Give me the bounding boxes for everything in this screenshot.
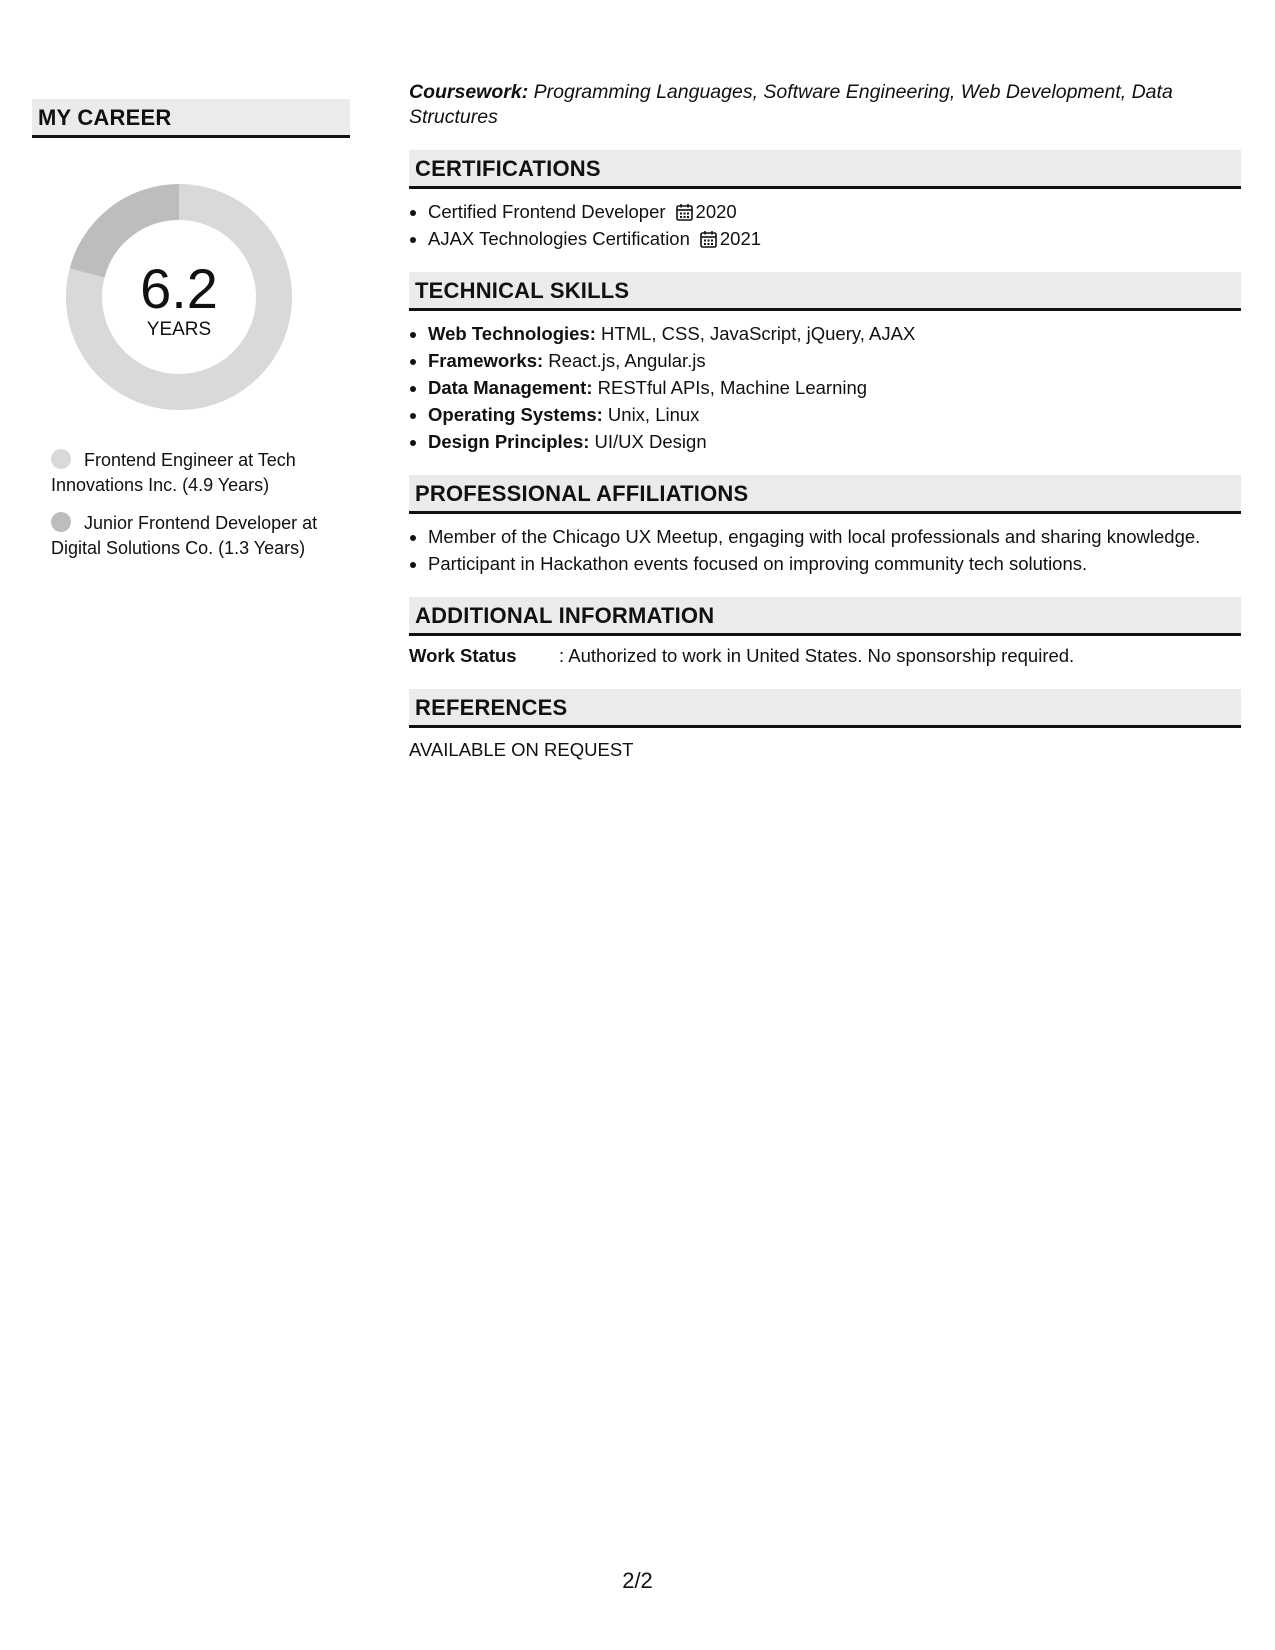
coursework-label: Coursework: xyxy=(409,81,529,103)
list-item xyxy=(428,225,1241,252)
my-career-header: MY CAREER xyxy=(32,99,350,138)
list-item xyxy=(428,320,1241,347)
additional-info-header: ADDITIONAL INFORMATION xyxy=(409,597,1241,636)
additional-info-section xyxy=(409,597,1241,669)
certification-year: 2020 xyxy=(695,201,737,222)
legend-label: Frontend Engineer at Tech Innovations Inc. (4.9 Years) xyxy=(51,450,296,495)
career-column xyxy=(32,99,350,574)
list-item xyxy=(428,428,1241,455)
list-item xyxy=(428,347,1241,374)
legend-item xyxy=(51,511,341,561)
skill-value: Unix, Linux xyxy=(607,404,700,425)
donut-center xyxy=(66,184,292,410)
coursework xyxy=(409,80,1241,130)
work-status-label: Work Status xyxy=(409,645,517,666)
work-status-value: : Authorized to work in United States. No sponsorship required. xyxy=(559,645,1075,666)
coursework-text: Programming Languages, Software Engineering, Web Development, Data Structures xyxy=(409,81,1173,128)
references-text: AVAILABLE ON REQUEST xyxy=(409,739,634,760)
work-status-row xyxy=(409,642,1241,669)
skill-key: Design Principles: xyxy=(428,431,590,452)
list-item: • Member of the Chicago UX Meetup, engaging with local professionals and sharing knowledge. xyxy=(428,523,1241,550)
skill-value: RESTful APIs, Machine Learning xyxy=(597,377,868,398)
total-years-value: 6.2 xyxy=(140,257,218,320)
list-item xyxy=(428,374,1241,401)
page-number: 2/2 xyxy=(622,1568,653,1593)
certifications-section xyxy=(409,150,1241,252)
skill-value: UI/UX Design xyxy=(594,431,707,452)
skill-key: Operating Systems: xyxy=(428,404,603,425)
affiliations-section xyxy=(409,475,1241,577)
affiliations-header: PROFESSIONAL AFFILIATIONS xyxy=(409,475,1241,514)
skills-list xyxy=(409,320,1241,455)
technical-skills-section xyxy=(409,272,1241,455)
certifications-header: CERTIFICATIONS xyxy=(409,150,1241,189)
list-item: • Participant in Hackathon events focused on improving community tech solutions. xyxy=(428,550,1241,577)
legend-label: Junior Frontend Developer at Digital Solutions Co. (1.3 Years) xyxy=(51,513,318,558)
career-donut-chart xyxy=(66,184,292,410)
list-item xyxy=(428,401,1241,428)
certification-name: AJAX Technologies Certification xyxy=(428,228,690,249)
references-header: REFERENCES xyxy=(409,689,1241,728)
certifications-list xyxy=(409,198,1241,252)
technical-skills-header: TECHNICAL SKILLS xyxy=(409,272,1241,311)
certification-year: 2021 xyxy=(719,228,762,249)
calendar-icon xyxy=(676,203,693,221)
skill-value: React.js, Angular.js xyxy=(548,350,706,371)
list-item xyxy=(428,198,1241,225)
career-legend xyxy=(51,448,341,561)
main-column xyxy=(409,80,1241,763)
skill-key: Frameworks: xyxy=(428,350,544,371)
legend-dot-icon xyxy=(51,512,71,532)
skill-key: Web Technologies: xyxy=(428,323,596,344)
certification-name: Certified Frontend Developer xyxy=(428,201,666,222)
legend-item xyxy=(51,448,341,498)
affiliations-list xyxy=(409,523,1241,577)
references-section xyxy=(409,689,1241,763)
calendar-icon xyxy=(700,230,717,248)
legend-dot-icon xyxy=(51,449,71,469)
total-years-unit: YEARS xyxy=(146,319,212,340)
skill-key: Data Management: xyxy=(428,377,593,398)
skill-value: HTML, CSS, JavaScript, jQuery, AJAX xyxy=(601,323,916,344)
